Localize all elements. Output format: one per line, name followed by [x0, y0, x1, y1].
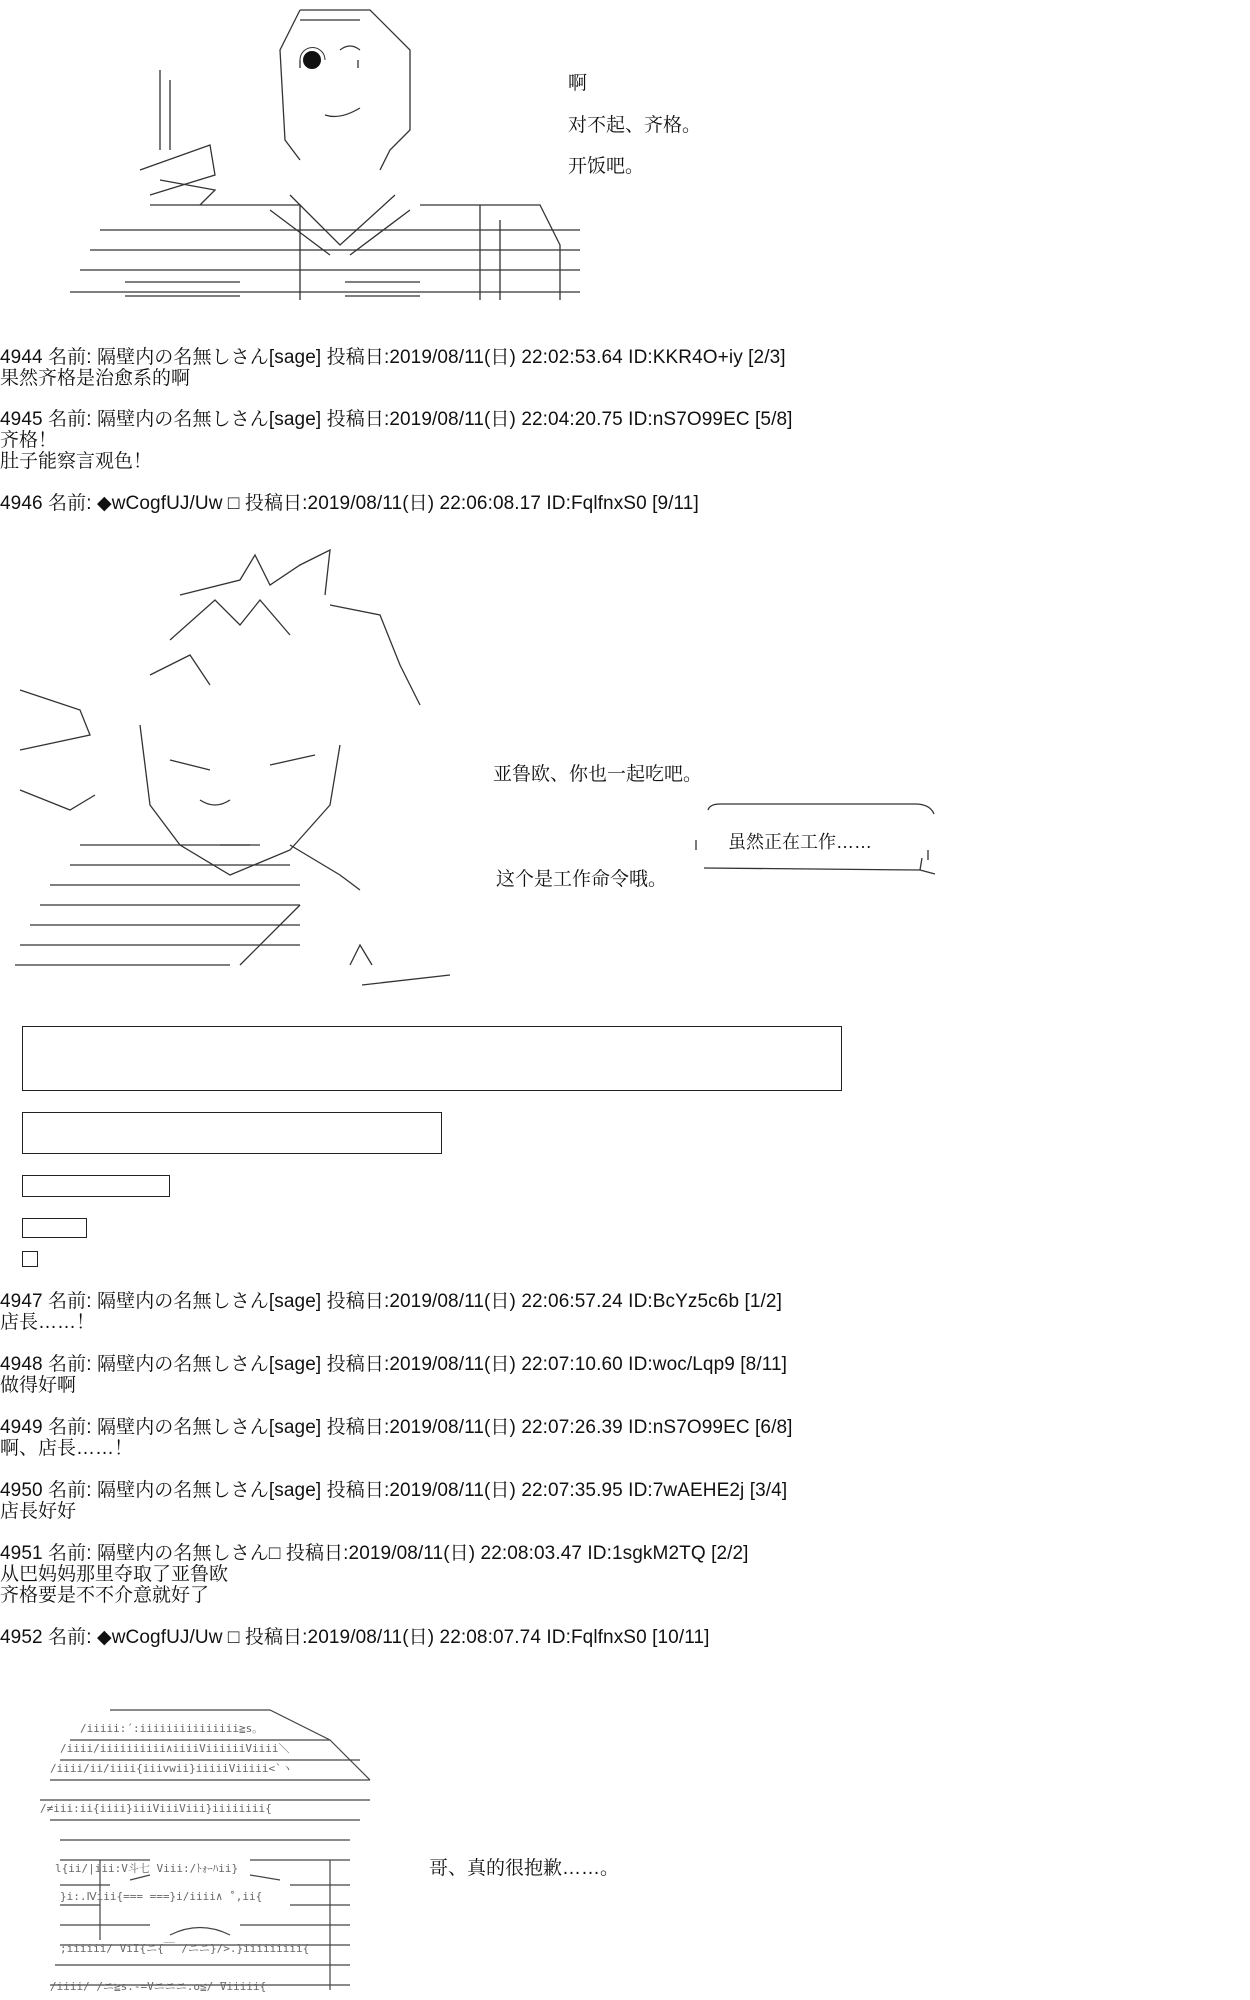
post-header-4950: 4950 名前: 隔壁内の名無しさん[sage] 投稿日:2019/08/11(日) 22:07:35.95 ID:7wAEHE2j [3/4]	[0, 1480, 788, 1501]
empty-panel-large	[22, 1026, 842, 1091]
svg-text:/≠iii:ii{iiii}iiiViiiViii}iiii: /≠iii:ii{iiii}iiiViiiViii}iiiiiiii{	[40, 1802, 272, 1815]
ascii-art-figure-bottom	[0, 1700, 420, 2000]
svg-text:}i:.Ⅳiii{=== ===}i/iiii∧ ˚,i: }i:.Ⅳiii{=== ===}i/iiii∧ ˚,ii{	[60, 1890, 263, 1903]
empty-panel-small	[22, 1175, 170, 1197]
empty-panel-tiny	[22, 1218, 87, 1238]
dialogue-top-line3: 开饭吧。	[568, 156, 645, 177]
dialogue-mid-line2: 这个是工作命令哦。	[496, 869, 668, 890]
dialogue-bottom-line1: 哥、真的很抱歉……。	[429, 1858, 620, 1879]
ascii-art-figure-top	[0, 0, 600, 320]
empty-panel-square	[22, 1251, 38, 1267]
post-line-4948-1: 做得好啊	[0, 1375, 77, 1396]
speech-bubble-text: 虽然正在工作……	[728, 832, 872, 852]
post-header-4944: 4944 名前: 隔壁内の名無しさん[sage] 投稿日:2019/08/11(日) 22:02:53.64 ID:KKR4O+iy [2/3]	[0, 347, 786, 368]
post-header-4946: 4946 名前: ◆wCogfUJ/Uw □ 投稿日:2019/08/11(日) 22:06:08.17 ID:FqlfnxS0 [9/11]	[0, 493, 699, 514]
dialogue-top-line2: 对不起、齐格。	[568, 115, 702, 136]
post-line-4950-1: 店長好好	[0, 1501, 77, 1522]
post-line-4951-1: 从巴妈妈那里夺取了亚鲁欧	[0, 1564, 229, 1585]
empty-panel-medium	[22, 1112, 442, 1154]
post-line-4945-1: 齐格！	[0, 430, 58, 451]
ascii-art-figure-middle	[0, 545, 470, 1005]
dialogue-mid-line1: 亚鲁欧、你也一起吃吧。	[493, 764, 703, 785]
svg-text:;iiiiii/ ViI{ニ{￣ /ニニ}/>.}iiiii: ;iiiiii/ ViI{ニ{￣ /ニニ}/>.}iiiiiiiii{	[60, 1942, 310, 1955]
post-line-4949-1: 啊、店長……！	[0, 1438, 134, 1459]
svg-text:l{ii/|iii:V斗七 Viii:/ﾄｫｰﾊii}: l{ii/|iii:V斗七 Viii:/ﾄｫｰﾊii}	[55, 1862, 239, 1875]
svg-text:/iiii/ /ニ≧s.-=Vニニニ.o≦/ ̄Viiiii: /iiii/ /ニ≧s.-=Vニニニ.o≦/ ̄Viiiii{	[50, 1980, 267, 1993]
post-line-4947-1: 店長……！	[0, 1312, 96, 1333]
post-header-4949: 4949 名前: 隔壁内の名無しさん[sage] 投稿日:2019/08/11(日) 22:07:26.39 ID:nS7O99EC [6/8]	[0, 1417, 793, 1438]
post-line-4945-2: 肚子能察言观色！	[0, 451, 153, 472]
post-header-4952: 4952 名前: ◆wCogfUJ/Uw □ 投稿日:2019/08/11(日) 22:08:07.74 ID:FqlfnxS0 [10/11]	[0, 1627, 710, 1648]
svg-text:/iiii/iiiiiiiiii∧iiiiViiiiiiVi: /iiii/iiiiiiiiii∧iiiiViiiiiiViiii＼	[60, 1742, 290, 1755]
post-line-4944-1: 果然齐格是治愈系的啊	[0, 368, 191, 389]
post-header-4945: 4945 名前: 隔壁内の名無しさん[sage] 投稿日:2019/08/11(日) 22:04:20.75 ID:nS7O99EC [5/8]	[0, 409, 793, 430]
post-line-4951-2: 齐格要是不不介意就好了	[0, 1585, 210, 1606]
post-header-4948: 4948 名前: 隔壁内の名無しさん[sage] 投稿日:2019/08/11(日) 22:07:10.60 ID:woc/Lqp9 [8/11]	[0, 1354, 788, 1375]
post-header-4947: 4947 名前: 隔壁内の名無しさん[sage] 投稿日:2019/08/11(日) 22:06:57.24 ID:BcYz5c6b [1/2]	[0, 1291, 782, 1312]
dialogue-top-line1: 啊	[568, 73, 588, 94]
svg-text:/iiii/ii/iiii{iiivwii}iiiiiVii: /iiii/ii/iiii{iiivwii}iiiiiViiiii<`ヽ	[50, 1762, 293, 1775]
post-header-4951: 4951 名前: 隔壁内の名無しさん□ 投稿日:2019/08/11(日) 22:08:03.47 ID:1sgkM2TQ [2/2]	[0, 1543, 749, 1564]
svg-text:/iiiii:´:iiiiiiiiiiiiiii≧s。: /iiiii:´:iiiiiiiiiiiiiii≧s。	[80, 1722, 264, 1735]
